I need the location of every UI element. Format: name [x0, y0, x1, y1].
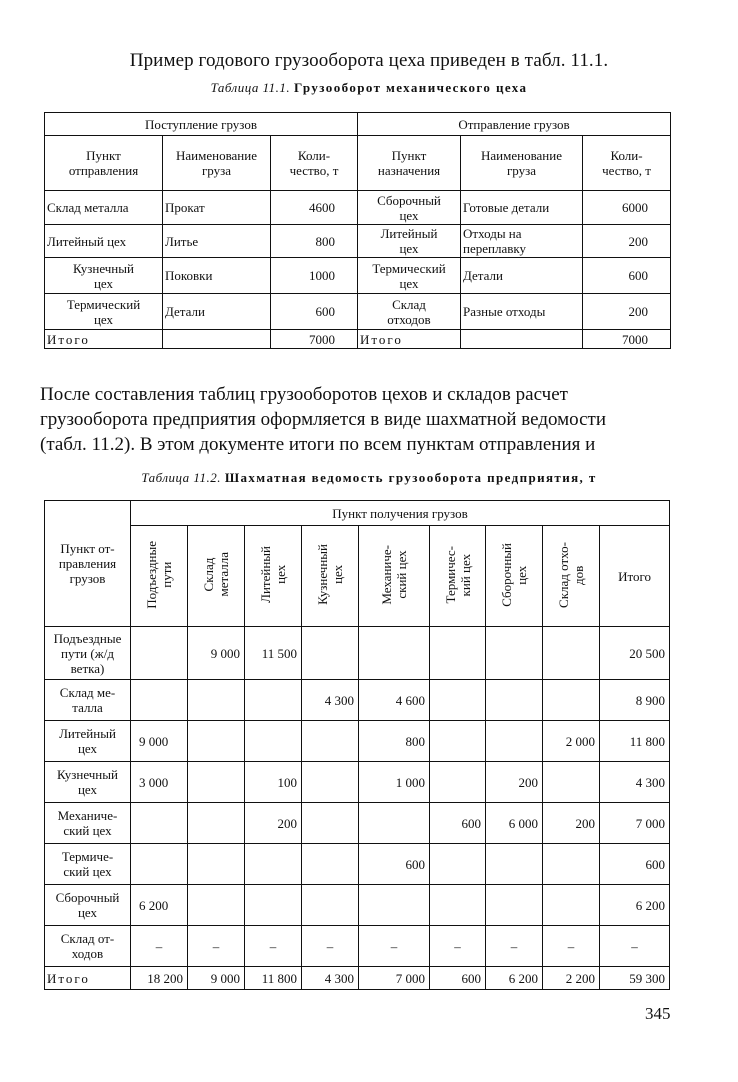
- flow-value-cell: 600: [359, 844, 430, 885]
- column-total-cell: 600: [430, 967, 486, 990]
- text-line: Склад: [201, 557, 216, 592]
- table2-row: [45, 762, 670, 803]
- text-line: Механиче-: [379, 544, 394, 605]
- text-line: Литье: [165, 233, 199, 249]
- flow-value-cell: [302, 885, 359, 926]
- flow-value-cell: [302, 627, 359, 680]
- outgoing-cargo-name: [461, 294, 583, 330]
- table2-total-row: [45, 967, 670, 990]
- paragraph-line: (табл. 11.2). В этом документе итоги по всем пунктам отправления и: [40, 434, 596, 455]
- table1-column-header: [45, 136, 163, 191]
- text-line: чество, т: [602, 163, 651, 178]
- text-line: Термический: [66, 296, 141, 312]
- text-line: цех: [93, 311, 114, 327]
- flow-value-cell: [430, 721, 486, 762]
- text-line: Литейный: [59, 726, 116, 741]
- text-line: Склад металла: [47, 200, 129, 215]
- flow-value-cell: [486, 721, 543, 762]
- flow-value-cell: [430, 885, 486, 926]
- flow-value-cell: [302, 762, 359, 803]
- vertical-header-text: [499, 543, 529, 607]
- column-total-cell: 7 000: [359, 967, 430, 990]
- flow-value-cell: 200: [486, 762, 543, 803]
- flow-value-cell: [543, 885, 600, 926]
- text-line: цех: [330, 564, 345, 585]
- receiving-point-column-header: [188, 526, 245, 627]
- text-line: переплавку: [463, 241, 526, 256]
- text-line: Подъездные: [53, 630, 122, 646]
- flow-value-cell: [302, 803, 359, 844]
- outgoing-cargo-name: [461, 225, 583, 258]
- table2-row: [45, 627, 670, 680]
- source-point: [45, 225, 163, 258]
- outgoing-quantity: 200: [583, 294, 671, 330]
- text-line: цех: [273, 564, 288, 585]
- text-line: Детали: [165, 304, 205, 319]
- total-label: Итого: [45, 967, 131, 990]
- flow-value-cell: [486, 844, 543, 885]
- flow-value-cell: –: [486, 926, 543, 967]
- text-line: ветка): [70, 660, 105, 676]
- column-total-cell: 6 200: [486, 967, 543, 990]
- receiving-point-header: Пункт получения грузов: [131, 501, 670, 526]
- sending-point-label: [45, 762, 131, 803]
- text-line: ходов: [71, 946, 104, 961]
- text-line: Склад ме-: [59, 685, 116, 700]
- text-line: Литейный цех: [47, 233, 127, 249]
- text-line: ский цех: [63, 864, 112, 879]
- receiving-point-column-header: [245, 526, 302, 627]
- incoming-cargo-name: [163, 258, 271, 294]
- incoming-quantity: 1000: [271, 258, 358, 294]
- table1-row: [45, 225, 671, 258]
- column-total-cell: 4 300: [302, 967, 359, 990]
- outgoing-cargo-name: [461, 258, 583, 294]
- incoming-cargo-name: [163, 294, 271, 330]
- table2-column-header-row: [45, 526, 670, 627]
- header-outgoing-cargo: Отправление грузов: [358, 113, 671, 136]
- flow-value-cell: 9 000: [131, 721, 188, 762]
- text-line: отправления: [68, 163, 139, 178]
- paragraph-line: После составления таблиц грузооборотов цехов и складов расчет: [40, 384, 568, 405]
- text-line: назначения: [377, 163, 441, 178]
- text-line: цех: [77, 905, 98, 920]
- flow-value-cell: [245, 885, 302, 926]
- row-total-cell: 4 300: [600, 762, 670, 803]
- row-total-cell: 11 800: [600, 721, 670, 762]
- source-point: [45, 258, 163, 294]
- flow-value-cell: [430, 844, 486, 885]
- table2-row: [45, 885, 670, 926]
- flow-value-cell: 800: [359, 721, 430, 762]
- table2-row: [45, 721, 670, 762]
- text-line: кий цех: [457, 553, 473, 596]
- flow-value-cell: 1 000: [359, 762, 430, 803]
- text-line: цех: [399, 275, 419, 291]
- text-line: Механиче-: [57, 808, 118, 823]
- flow-value-cell: [131, 627, 188, 680]
- flow-value-cell: [430, 627, 486, 680]
- receiving-point-column-header: [302, 526, 359, 627]
- table1-column-header: [583, 136, 671, 191]
- table1-caption-title: Грузооборот механического цеха: [294, 80, 528, 95]
- text-line: Поковки: [165, 268, 213, 283]
- body-paragraph: [40, 382, 680, 457]
- table1-row: [45, 294, 671, 330]
- flow-value-cell: –: [188, 926, 245, 967]
- table1-column-header: [461, 136, 583, 191]
- flow-value-cell: 2 000: [543, 721, 600, 762]
- text-line: Разные отходы: [463, 304, 546, 319]
- empty-cell: [461, 330, 583, 349]
- flow-value-cell: 6 200: [131, 885, 188, 926]
- receiving-point-column-header: [486, 526, 543, 627]
- flow-value-cell: [430, 762, 486, 803]
- flow-value-cell: –: [359, 926, 430, 967]
- receiving-point-column-header: [131, 526, 188, 627]
- vertical-header-text: [556, 542, 586, 608]
- text-line: Подъездные: [144, 540, 159, 609]
- text-line: Литейный: [258, 546, 273, 603]
- incoming-quantity: 4600: [271, 191, 358, 225]
- text-line: правления: [58, 556, 117, 571]
- vertical-header-text: [144, 541, 174, 609]
- table2-row: [45, 803, 670, 844]
- text-line: цех: [77, 782, 98, 797]
- flow-value-cell: [188, 844, 245, 885]
- flow-value-cell: –: [430, 926, 486, 967]
- text-line: Кузнечный: [73, 260, 134, 276]
- table2-row: [45, 680, 670, 721]
- text-line: Готовые детали: [463, 200, 550, 215]
- empty-cell: [163, 330, 271, 349]
- table2-row: [45, 926, 670, 967]
- flow-value-cell: [131, 803, 188, 844]
- flow-value-cell: [359, 627, 430, 680]
- text-line: Сборочный: [377, 192, 441, 208]
- text-line: цех: [399, 207, 419, 223]
- text-line: талла: [72, 700, 103, 715]
- table1-row: [45, 258, 671, 294]
- flow-value-cell: 6 000: [486, 803, 543, 844]
- flow-value-cell: 600: [430, 803, 486, 844]
- flow-value-cell: –: [131, 926, 188, 967]
- outgoing-quantity: 6000: [583, 191, 671, 225]
- text-line: Кузнечный: [57, 767, 118, 782]
- source-point: [45, 294, 163, 330]
- text-line: Отходы на: [463, 226, 522, 241]
- text-line: Термический: [372, 260, 446, 276]
- table2-top-header-row: [45, 501, 670, 526]
- text-line: Сборочный: [55, 890, 120, 905]
- source-point: [45, 191, 163, 225]
- sending-point-label: [45, 885, 131, 926]
- flow-value-cell: –: [543, 926, 600, 967]
- text-line: ский цех: [394, 550, 409, 599]
- vertical-header-text: [379, 545, 409, 605]
- text-line: дов: [571, 564, 586, 585]
- flow-value-cell: [543, 762, 600, 803]
- paragraph-line: грузооборота предприятия оформляется в виде шахматной ведомости: [40, 409, 607, 430]
- total-incoming: 7000: [271, 330, 358, 349]
- text-line: цех: [399, 241, 419, 256]
- flow-value-cell: –: [245, 926, 302, 967]
- table1-caption-label: Таблица 11.1.: [210, 80, 291, 95]
- flow-value-cell: 4 600: [359, 680, 430, 721]
- text-line: Пункт от-: [60, 541, 115, 556]
- text-line: Пункт: [86, 148, 121, 163]
- sending-point-label: [45, 627, 131, 680]
- flow-value-cell: [131, 844, 188, 885]
- receiving-point-column-header: [430, 526, 486, 627]
- row-total-cell: 6 200: [600, 885, 670, 926]
- header-incoming-cargo: Поступление грузов: [45, 113, 358, 136]
- flow-value-cell: [302, 721, 359, 762]
- table1-column-header: [271, 136, 358, 191]
- row-total-cell: 7 000: [600, 803, 670, 844]
- text-line: Склад отхо-: [556, 541, 571, 608]
- flow-value-cell: [245, 680, 302, 721]
- text-line: пути: [159, 561, 174, 588]
- flow-value-cell: [245, 844, 302, 885]
- vertical-header-text: [315, 544, 345, 605]
- vertical-header-text: [201, 552, 231, 596]
- text-line: Детали: [463, 268, 503, 283]
- table1-caption: [0, 80, 738, 96]
- text-line: груза: [201, 163, 232, 178]
- row-total-cell: 20 500: [600, 627, 670, 680]
- incoming-quantity: 800: [271, 225, 358, 258]
- text-line: Литейный: [380, 226, 438, 241]
- flow-value-cell: 11 500: [245, 627, 302, 680]
- flow-value-cell: 9 000: [188, 627, 245, 680]
- text-line: пути (ж/д: [61, 645, 114, 661]
- text-line: Склад от-: [60, 931, 115, 946]
- flow-value-cell: [543, 844, 600, 885]
- table1-column-header: [163, 136, 271, 191]
- total-label: Итого: [45, 330, 163, 349]
- flow-value-cell: [245, 721, 302, 762]
- flow-value-cell: [188, 803, 245, 844]
- destination-point: [358, 225, 461, 258]
- table2-caption-title: Шахматная ведомость грузооборота предприятия, т: [224, 470, 597, 485]
- column-total-cell: 11 800: [245, 967, 302, 990]
- flow-value-cell: –: [302, 926, 359, 967]
- text-line: цех: [93, 275, 114, 291]
- text-line: Термиче-: [61, 849, 114, 864]
- text-line: Наименование: [176, 148, 257, 163]
- flow-value-cell: 200: [245, 803, 302, 844]
- flow-value-cell: [188, 885, 245, 926]
- outgoing-quantity: 200: [583, 225, 671, 258]
- table2-caption: [0, 470, 738, 486]
- flow-value-cell: 4 300: [302, 680, 359, 721]
- text-line: груза: [506, 163, 537, 178]
- row-total-cell: 8 900: [600, 680, 670, 721]
- column-total-cell: 18 200: [131, 967, 188, 990]
- grand-total-cell: 59 300: [600, 967, 670, 990]
- text-line: Коли-: [610, 148, 643, 163]
- flow-value-cell: 3 000: [131, 762, 188, 803]
- table2-row: [45, 844, 670, 885]
- vertical-header-text: [258, 546, 288, 603]
- flow-value-cell: [131, 680, 188, 721]
- table1-column-header-row: [45, 136, 671, 191]
- text-line: Пункт: [391, 148, 427, 163]
- table1-group-header-row: [45, 113, 671, 136]
- intro-sentence: Пример годового грузооборота цеха приведен в табл. 11.1.: [129, 50, 609, 71]
- sending-point-label: [45, 721, 131, 762]
- flow-value-cell: [188, 680, 245, 721]
- sending-point-label: [45, 926, 131, 967]
- row-total-cell: 600: [600, 844, 670, 885]
- vertical-header-text: [443, 546, 473, 603]
- flow-value-cell: [486, 627, 543, 680]
- receiving-point-column-header: [543, 526, 600, 627]
- total-outgoing: 7000: [583, 330, 671, 349]
- incoming-cargo-name: [163, 191, 271, 225]
- text-line: цех: [77, 741, 98, 756]
- row-total-cell: –: [600, 926, 670, 967]
- text-line: чество, т: [289, 163, 339, 178]
- page-number: 345: [645, 1004, 671, 1023]
- text-line: ский цех: [63, 823, 112, 838]
- outgoing-cargo-name: [461, 191, 583, 225]
- text-line: отходов: [387, 311, 431, 327]
- text-line: Сборочный: [499, 542, 514, 607]
- chess-statement-table: [44, 500, 670, 990]
- corner-header: [45, 501, 131, 627]
- text-line: Наименование: [481, 148, 562, 163]
- flow-value-cell: [430, 680, 486, 721]
- destination-point: [358, 294, 461, 330]
- destination-point: [358, 191, 461, 225]
- text-line: Кузнечный: [315, 544, 330, 605]
- sending-point-label: [45, 803, 131, 844]
- flow-value-cell: 100: [245, 762, 302, 803]
- sending-point-label: [45, 680, 131, 721]
- flow-value-cell: [359, 885, 430, 926]
- flow-value-cell: [302, 844, 359, 885]
- flow-value-cell: [486, 885, 543, 926]
- text-line: Термичес-: [442, 545, 458, 604]
- flow-value-cell: [543, 680, 600, 721]
- text-line: Склад: [392, 296, 426, 312]
- text-line: цех: [514, 564, 529, 585]
- destination-point: [358, 258, 461, 294]
- column-total-cell: 2 200: [543, 967, 600, 990]
- text-line: металла: [216, 552, 231, 597]
- total-column-header: Итого: [600, 526, 670, 627]
- sending-point-label: [45, 844, 131, 885]
- flow-value-cell: 200: [543, 803, 600, 844]
- table1-total-row: [45, 330, 671, 349]
- receiving-point-column-header: [359, 526, 430, 627]
- flow-value-cell: [188, 721, 245, 762]
- text-line: Прокат: [165, 200, 205, 215]
- incoming-cargo-name: [163, 225, 271, 258]
- flow-value-cell: [188, 762, 245, 803]
- table1-row: [45, 191, 671, 225]
- outgoing-quantity: 600: [583, 258, 671, 294]
- flow-value-cell: [543, 627, 600, 680]
- column-total-cell: 9 000: [188, 967, 245, 990]
- text-line: Коли-: [297, 148, 331, 163]
- flow-value-cell: [359, 803, 430, 844]
- text-line: грузов: [69, 571, 106, 586]
- flow-value-cell: [486, 680, 543, 721]
- table2-caption-label: Таблица 11.2.: [141, 470, 221, 485]
- table1-column-header: [358, 136, 461, 191]
- total-label: Итого: [358, 330, 461, 349]
- cargo-turnover-table: [44, 112, 671, 349]
- incoming-quantity: 600: [271, 294, 358, 330]
